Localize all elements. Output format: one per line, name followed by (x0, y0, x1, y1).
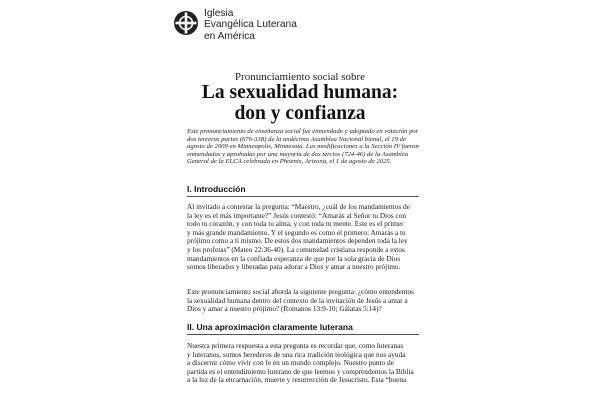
paragraph-line: somos liberados y liberadas para adorar a Dios y amar a nuestro prójimo. (187, 262, 401, 272)
paragraph-line: Al invitado a contestar la pregunta: “Maestro, ¿cuál de los mandamientos de (187, 202, 410, 211)
organization-logo (173, 8, 313, 42)
adoption-note-line: agosto de 2009 en Minneapolis, Minnesota. Las modificaciones a la Sección IV fueron (187, 143, 419, 150)
paragraph-line: la ley es el más importante?” Jesús contestó: “Amarás al Señor tu Dios con (187, 210, 407, 220)
paragraph-line: y luteranos, somos herederos de una rica tradición teológica que nos ayuda (187, 349, 406, 359)
paragraph-line: Dios y amar a nuestro prójimo? (Romanos 13:9-10; Gálatas 5:14)? (187, 304, 382, 314)
org-name-line: Evangélica Luterana (204, 19, 297, 31)
paragraph (187, 288, 427, 314)
paragraph-line: Nuestra primera respuesta a esta pregunta es recordar que, como luteranas (187, 341, 404, 350)
adoption-note-line: dos terceras partes (676-338) de la undécima Asamblea Nacional bienal, el 19 de (187, 135, 406, 143)
paragraph (187, 342, 427, 385)
paragraph-line: mandamientos en la confiada esperanza de que por la sola gracia de Dios (187, 253, 401, 263)
paragraph-line: la sexualidad humana dentro del contexto de la invitación de Jesús a amar a (187, 295, 408, 305)
adoption-note (187, 128, 422, 166)
adoption-note-line: Este pronunciamiento de enseñanza social fue enmendado y adoptado en votación por (187, 128, 419, 135)
document-pretitle: Pronunciamiento social sobre (234, 71, 366, 83)
title-line: La sexualidad humana: (201, 82, 399, 103)
org-name-line: Iglesia (204, 8, 234, 19)
paragraph-line: todo tu corazón, y con toda tu alma, y con toda tu mente. Este es el primer (187, 219, 404, 229)
elca-cross-icon (173, 10, 199, 36)
paragraph (187, 203, 427, 272)
paragraph-line: a discernir cómo vivir con fe en un mundo complejo. Nuestro punto de (187, 358, 394, 368)
adoption-note-line: enmendadas y aprobadas por una mayoría de dos tercios (724-46) de la Asamblea (187, 150, 409, 158)
adoption-note-line: General de la ELCA celebrada en Phoenix, Arizona, el 1 de agosto de 2025. (187, 158, 392, 165)
paragraph-line: y más grande mandamiento. Y el segundo es como el primero: Amarás a tu (187, 227, 406, 237)
section-heading-aproximacion-luterana: II. Una aproximación claramente luterana (187, 322, 419, 335)
paragraph-line: a la luz de la encarnación, muerte y resurrección de Jesucristo. Esta “buena (187, 375, 407, 385)
paragraph-line: partida es el entendimiento luterano de que leemos y comprendemos la Biblia (187, 366, 414, 376)
organization-name (204, 8, 297, 42)
paragraph-line: y los profetas” (Mateo 22:36-40). La comunidad cristiana responde a estos (187, 244, 405, 254)
paragraph-line: Este pronunciamiento social aborda la siguiente pregunta: ¿cómo entendemos (187, 287, 414, 296)
document-title (175, 82, 425, 124)
title-line: don y confianza (234, 103, 366, 124)
org-name-line: en América (204, 30, 255, 42)
section-heading-introduccion: I. Introducción (187, 184, 419, 197)
paragraph-line: prójimo como a ti mismo. De estos dos mandamientos dependen toda la ley (187, 236, 408, 246)
